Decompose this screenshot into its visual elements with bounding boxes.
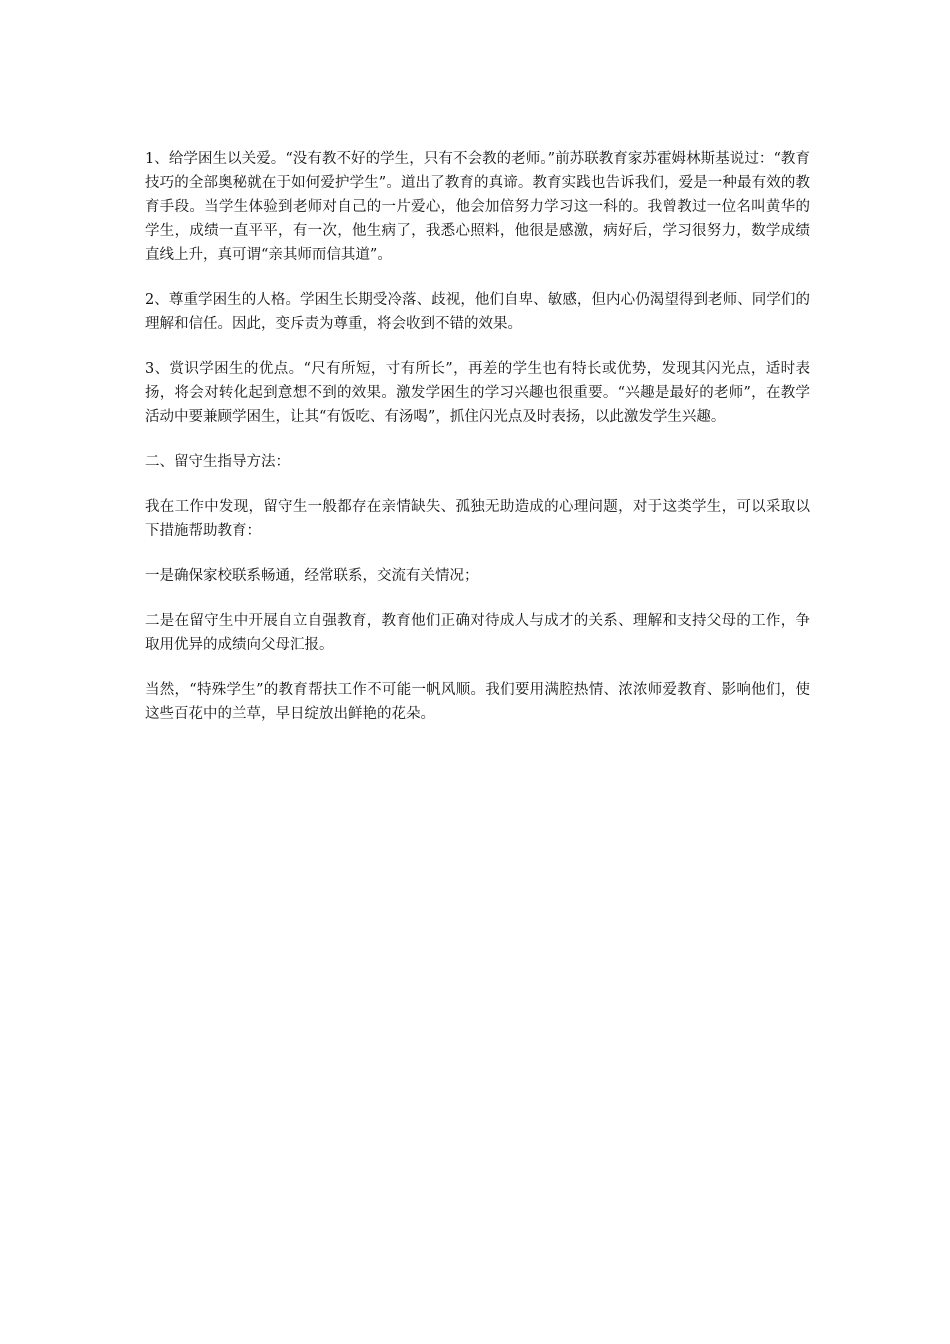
paragraph-conclusion: 当然，“特殊学生”的教育帮扶工作不可能一帆风顺。我们要用满腔热情、浓浓师爱教育、影响他们，使这些百花中的兰草，早日绽放出鲜艳的花朵。 [145,682,810,722]
paragraph-measure-two: 二是在留守生中开展自立自强教育，教育他们正确对待成人与成才的关系、理解和支持父母的工作，争取用优异的成绩向父母汇报。 [145,613,810,653]
paragraph-caring: 1、给学困生以关爱。“没有教不好的学生，只有不会教的老师。”前苏联教育家苏霍姆林斯基说过：“教育技巧的全部奥秘就在于如何爱护学生”。道出了教育的真谛。教育实践也告诉我们，爱是一种最有效的教育手段。当学生体验到老师对自己的一片爱心，他会加倍努力学习这一科的。我曾教过一位名叫黄华的学生，成绩一直平平，有一次，他生病了，我悉心照料，他很是感激，病好后，学习很努力，数学成绩直线上升，真可谓“亲其师而信其道”。 [145,151,810,263]
document-body [145,147,810,747]
paragraph-appreciation: 3、赏识学困生的优点。“尺有所短，寸有所长”，再差的学生也有特长或优势，发现其闪光点，适时表扬，将会对转化起到意想不到的效果。激发学困生的学习兴趣也很重要。“兴趣是最好的老师”，在教学活动中要兼顾学困生，让其“有饭吃、有汤喝”，抓住闪光点及时表扬，以此激发学生兴趣。 [145,361,810,425]
section-heading-left-behind: 二、留守生指导方法： [145,454,290,470]
paragraph-observation: 我在工作中发现，留守生一般都存在亲情缺失、孤独无助造成的心理问题，对于这类学生，可以采取以下措施帮助教育： [145,499,810,539]
paragraph-measure-one: 一是确保家校联系畅通，经常联系，交流有关情况； [145,568,479,584]
paragraph-respect: 2、尊重学困生的人格。学困生长期受冷落、歧视，他们自卑、敏感，但内心仍渴望得到老师、同学们的理解和信任。因此，变斥责为尊重，将会收到不错的效果。 [145,292,810,332]
